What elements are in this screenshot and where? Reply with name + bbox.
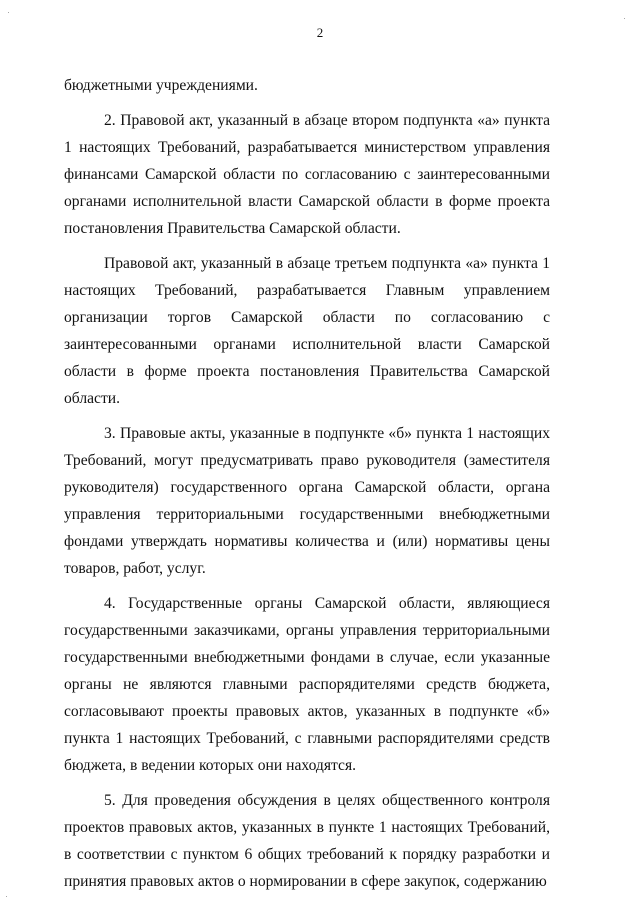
scan-speck <box>6 896 7 897</box>
paragraph-item-4: 4. Государственные органы Самарской области, являющиеся государственными заказчиками, органы управления территориальными государственными внебюджетными фондами в случае, если указанные органы не являются главными распорядителями средств бюджета, согласовывают проекты правовых актов, указанных в подпункте «б» пункта 1 настоящих Требований, с главными распорядителями средств бюджета, в ведении которых они находятся. <box>64 595 550 774</box>
paragraph-item-2-second: Правовой акт, указанный в абзаце третьем подпункта «а» пункта 1 настоящих Требований, разрабатывается Главным управлением организации торгов Самарской области по согласованию с заинтересованными органами исполнительной власти Самарской области в форме проекта постановления Правительства Самарской области. <box>64 255 550 407</box>
page-number: 2 <box>316 25 324 40</box>
scan-speck <box>624 18 625 19</box>
paragraph-item-2: 2. Правовой акт, указанный в абзаце втором подпункта «а» пункта 1 настоящих Требований, разрабатывается министерством управления финансами Самарской области по согласованию с заинтересованными органами исполнительной власти Самарской области в форме проекта постановления Правительства Самарской области. <box>64 112 550 237</box>
paragraph-item-3: 3. Правовые акты, указанные в подпункте «б» пункта 1 настоящих Требований, могут предусматривать право руководителя (заместителя руководителя) государственного органа Самарской области, органа управления территориальными государственными внебюджетными фондами утверждать нормативы количества и (или) нормативы цены товаров, работ, услуг. <box>64 425 550 577</box>
scan-speck <box>8 12 9 13</box>
document-body <box>64 72 550 895</box>
paragraph-item-5: 5. Для проведения обсуждения в целях общественного контроля проектов правовых актов, указанных в пункте 1 настоящих Требований, в соответствии с пунктом 6 общих требований к порядку разработки и принятия правовых актов о нормировании в сфере закупок, содержанию <box>64 792 550 890</box>
paragraph-continuation: бюджетными учреждениями. <box>64 77 258 94</box>
